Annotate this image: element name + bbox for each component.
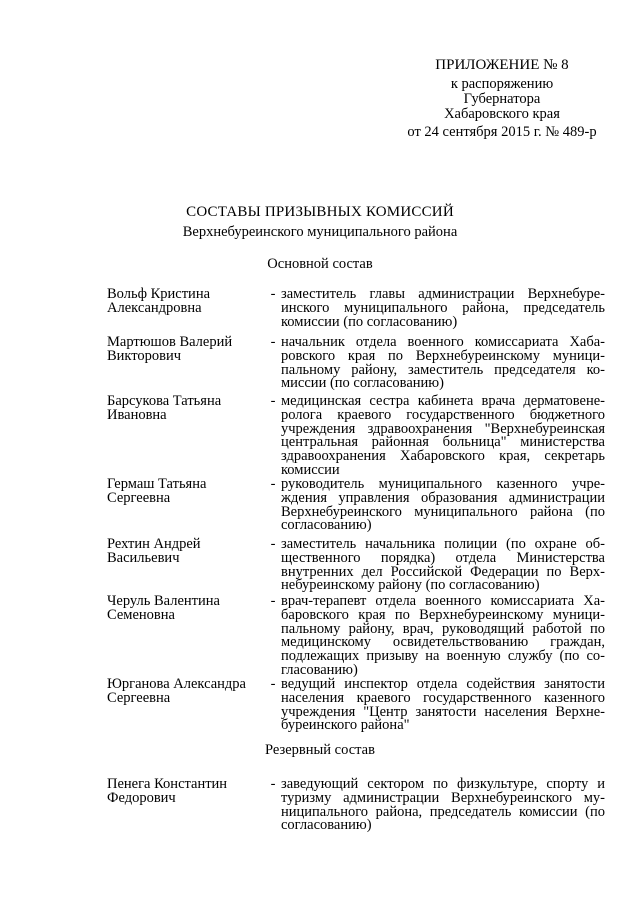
member-name-line: Пенега Константин	[107, 776, 228, 792]
member-role-line: пальному району, заместитель председателя ко-	[281, 361, 605, 378]
member-row	[107, 778, 605, 833]
member-dash: -	[270, 536, 276, 552]
member-role-line: ровского края по Верхнебуреинскому муници-	[281, 347, 605, 364]
member-role-line: населения краевого государственного казенного	[281, 689, 605, 706]
member-role-line: учреждения здравоохранения "Верхнебуреинская	[281, 420, 605, 437]
member-role-line: центральная районная больница" министерства	[281, 434, 605, 451]
member-role-line: заместитель главы администрации Верхнебуре-	[281, 286, 605, 302]
appendix-line-3: Хабаровского края	[444, 106, 560, 122]
member-role	[281, 336, 605, 391]
member-role-line: врач-терапевт отдела военного комиссариата Ха-	[281, 593, 605, 609]
member-dash: -	[270, 286, 276, 302]
reserve-section-title: Резервный состав	[265, 742, 375, 758]
member-name-line: Гермаш Татьяна	[107, 476, 207, 492]
member-dash: -	[270, 776, 276, 792]
member-name-line: Васильевич	[107, 549, 180, 566]
member-dash: -	[270, 593, 276, 609]
member-role-line: медицинская сестра кабинета врача дерматовене-	[281, 393, 605, 409]
district-subtitle: Верхнебуреинского муниципального района	[182, 224, 458, 240]
member-role	[281, 678, 605, 733]
appendix-header	[392, 58, 612, 140]
member-role-line: подлежащих призыву на военную службу (по со-	[281, 648, 605, 665]
member-name-line: Александровна	[107, 299, 202, 316]
member-name	[107, 395, 265, 478]
appendix-date: от 24 сентября 2015 г. № 489-р	[407, 124, 597, 140]
member-role-line: согласованию)	[281, 517, 372, 534]
member-role-line: буреинского района"	[281, 717, 410, 734]
member-role-line: согласованию)	[281, 817, 372, 834]
member-name	[107, 678, 265, 733]
member-role-line: комиссии (по согласованию)	[281, 313, 458, 330]
member-name-line: Черуль Валентина	[107, 593, 220, 609]
member-role-line: внутренних дел Российской Федерации по Верх-	[281, 563, 605, 580]
member-role-line: гласованию)	[281, 661, 358, 678]
member-name-line: Барсукова Татьяна	[107, 393, 222, 409]
member-name	[107, 478, 265, 533]
member-role-line: ведущий инспектор отдела содействия занятости	[281, 676, 605, 692]
member-role-line: медицинскому освидетельствованию граждан,	[281, 634, 605, 651]
member-row	[107, 538, 605, 593]
member-name-line: Ивановна	[107, 406, 167, 423]
document-title: СОСТАВЫ ПРИЗЫВНЫХ КОМИССИЙ	[186, 204, 454, 220]
member-name-line: Рехтин Андрей	[107, 536, 201, 552]
member-row	[107, 288, 605, 329]
member-dash: -	[270, 676, 276, 692]
member-name-line: Вольф Кристина	[107, 286, 211, 302]
main-section-title: Основной состав	[267, 256, 373, 272]
member-role	[281, 538, 605, 593]
member-role-line: начальник отдела военного комиссариата Хаба-	[281, 334, 605, 350]
member-role	[281, 778, 605, 833]
member-role-line: заведующий сектором по физкультуре, спорту и	[281, 776, 605, 792]
member-name-line: Викторович	[107, 347, 182, 364]
appendix-number: ПРИЛОЖЕНИЕ № 8	[435, 57, 569, 73]
member-role-line: ждения управления образования администрации	[281, 489, 605, 506]
member-row	[107, 395, 605, 478]
member-role-line: Верхнебуреинского муниципального района (по	[281, 503, 605, 520]
member-role-line: пальному району, врач, руководящий работой по	[281, 620, 605, 637]
member-row	[107, 336, 605, 391]
member-role-line: комиссии	[281, 461, 340, 478]
member-name	[107, 288, 265, 329]
member-role-line: небуреинскому району (по согласованию)	[281, 577, 540, 594]
member-role-line: миссии (по согласованию)	[281, 375, 444, 392]
member-name-line: Мартюшов Валерий	[107, 334, 233, 350]
member-role-line: здравоохранения Хабаровского края, секретарь	[281, 448, 605, 465]
member-dash: -	[270, 334, 276, 350]
member-name-line: Юрганова Александра	[107, 676, 246, 692]
member-role-line: учреждения "Центр занятости населения Верхне-	[281, 703, 605, 720]
member-name-line: Сергеевна	[107, 489, 171, 506]
member-role	[281, 395, 605, 478]
member-role	[281, 478, 605, 533]
member-name	[107, 538, 265, 593]
member-name	[107, 595, 265, 678]
appendix-line-2: Губернатора	[463, 91, 541, 107]
member-role-line: туризму администрации Верхнебуреинского му-	[281, 789, 605, 806]
member-role-line: руководитель муниципального казенного учре-	[281, 476, 605, 492]
appendix-line-1: к распоряжению	[450, 76, 554, 92]
member-role-line: инского муниципального района, председатель	[281, 299, 605, 316]
member-row	[107, 678, 605, 733]
member-dash: -	[270, 393, 276, 409]
member-row	[107, 595, 605, 678]
member-role-line: щественного порядка) отдела Министерства	[281, 549, 605, 566]
member-name-line: Семеновна	[107, 606, 175, 623]
member-name-line: Сергеевна	[107, 689, 171, 706]
member-name	[107, 336, 265, 391]
member-role	[281, 288, 605, 329]
member-role	[281, 595, 605, 678]
member-name-line: Федорович	[107, 789, 176, 806]
member-row	[107, 478, 605, 533]
member-role-line: ниципального района, председатель комиссии (по	[281, 803, 605, 820]
member-dash: -	[270, 476, 276, 492]
member-role-line: баровского края по Верхнебуреинскому муници-	[281, 606, 605, 623]
member-role-line: ролога краевого государственного бюджетного	[281, 406, 605, 423]
member-role-line: заместитель начальника полиции (по охране об-	[281, 536, 605, 552]
member-name	[107, 778, 265, 833]
